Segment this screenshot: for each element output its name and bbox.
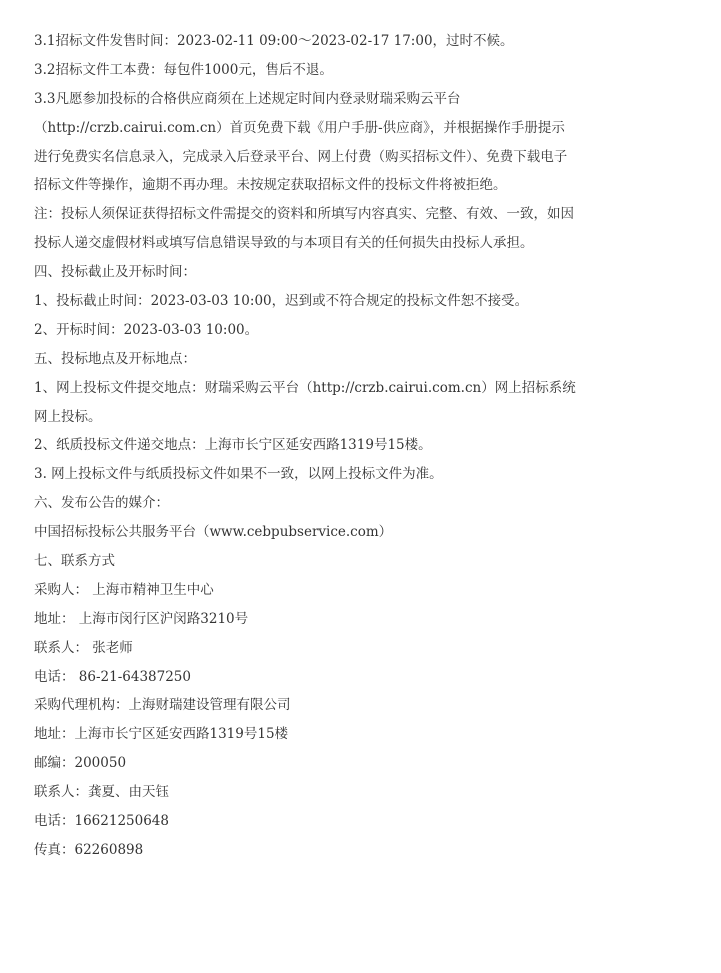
text-line: 注：投标人须保证获得招标文件需提交的资料和所填写内容真实、完整、有效、一致，如因 xyxy=(34,206,574,223)
section-heading: 六、发布公告的媒介： xyxy=(34,495,169,512)
contact-purchaser xyxy=(34,576,694,605)
contact-agency-person xyxy=(34,778,694,807)
paragraph-online-submission xyxy=(34,374,694,432)
section-heading: 七、联系方式 xyxy=(34,553,115,570)
text-line: 进行免费实名信息录入，完成录入后登录平台、网上付费（购买招标文件）、免费下载电子 xyxy=(34,148,568,165)
text-line: 3.3凡愿参加投标的合格供应商须在上述规定时间内登录财瑞采购云平台 xyxy=(34,90,461,107)
section-heading-media xyxy=(34,489,694,518)
text-line: 采购代理机构：上海财瑞建设管理有限公司 xyxy=(34,697,291,714)
contact-purchaser-phone xyxy=(34,663,694,692)
paragraph-discrepancy-rule xyxy=(34,460,694,489)
text-line: 1、网上投标文件提交地点：财瑞采购云平台（http://crzb.cairui.com.cn）网上招标系统 xyxy=(34,379,576,396)
contact-agency-postcode xyxy=(34,749,694,778)
text-line: （http://crzb.cairui.com.cn）首页免费下载《用户手册-供应商》，并根据操作手册提示 xyxy=(34,119,565,136)
text-line: 联系人：龚夏、由天钰 xyxy=(34,784,169,801)
contact-agency-phone xyxy=(34,807,694,836)
text-line: 邮编：200050 xyxy=(34,755,127,772)
paragraph-document-fee xyxy=(34,56,694,85)
text-line: 电话：16621250648 xyxy=(34,813,169,830)
text-line: 3.1招标文件发售时间：2023-02-11 09:00～2023-02-17 17:00，过时不候。 xyxy=(34,33,514,49)
text-line: 3.2招标文件工本费：每包件1000元，售后不退。 xyxy=(34,61,333,78)
text-line: 电话： 86-21-64387250 xyxy=(34,668,191,685)
text-line: 中国招标投标公共服务平台（www.cebpubservice.com） xyxy=(34,524,393,541)
text-line: 2、纸质投标文件递交地点：上海市长宁区延安西路1319号15楼。 xyxy=(34,437,432,454)
paragraph-note xyxy=(34,200,694,258)
paragraph-media-platform xyxy=(34,518,694,547)
text-line: 投标人递交虚假材料或填写信息错误导致的与本项目有关的任何损失由投标人承担。 xyxy=(34,235,534,252)
contact-purchaser-person xyxy=(34,634,694,663)
contact-agency-fax xyxy=(34,836,694,865)
text-line: 地址：上海市长宁区延安西路1319号15楼 xyxy=(34,726,289,743)
section-heading: 四、投标截止及开标时间： xyxy=(34,264,196,281)
paragraph-opening-time xyxy=(34,316,694,345)
text-line: 采购人： 上海市精神卫生中心 xyxy=(34,581,214,598)
contact-purchaser-address xyxy=(34,605,694,634)
text-line: 网上投标。 xyxy=(34,408,102,425)
paragraph-sale-time xyxy=(34,27,694,56)
text-line: 联系人： 张老师 xyxy=(34,639,133,656)
section-heading: 五、投标地点及开标地点： xyxy=(34,350,196,367)
section-heading-contact xyxy=(34,547,694,576)
document-body xyxy=(34,27,694,865)
paragraph-bid-deadline xyxy=(34,287,694,316)
text-line: 1、投标截止时间：2023-03-03 10:00，迟到或不符合规定的投标文件恕不接受。 xyxy=(34,293,529,310)
text-line: 2、开标时间：2023-03-03 10:00。 xyxy=(34,321,259,338)
text-line: 招标文件等操作，逾期不再办理。未按规定获取招标文件的投标文件将被拒绝。 xyxy=(34,177,507,194)
text-line: 传真：62260898 xyxy=(34,841,144,858)
text-line: 3. 网上投标文件与纸质投标文件如果不一致，以网上投标文件为准。 xyxy=(34,466,443,483)
paragraph-paper-submission xyxy=(34,431,694,460)
contact-agency-address xyxy=(34,720,694,749)
contact-agency xyxy=(34,691,694,720)
section-heading-deadline xyxy=(34,258,694,287)
text-line: 地址： 上海市闵行区沪闵路3210号 xyxy=(34,610,249,627)
paragraph-registration-instructions xyxy=(34,85,694,201)
section-heading-location xyxy=(34,345,694,374)
